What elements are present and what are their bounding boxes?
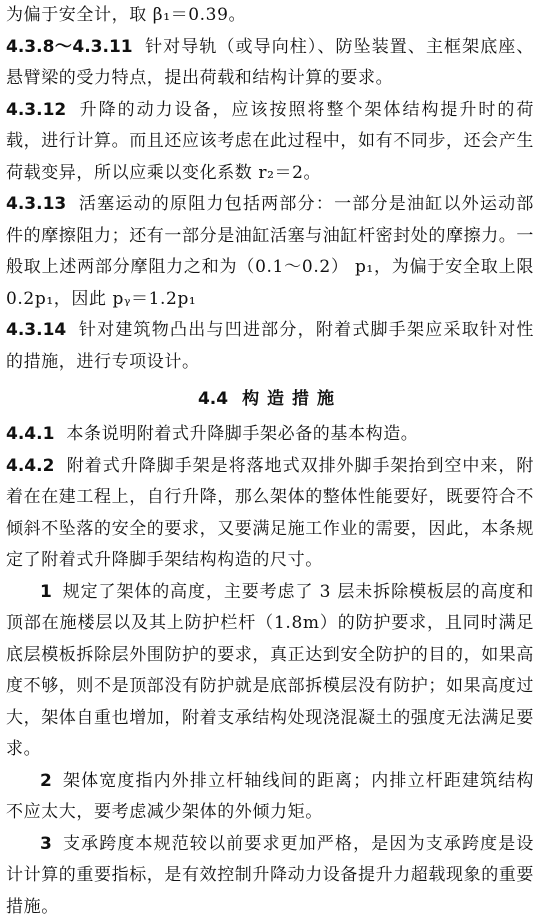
list-item-1 [6,577,534,766]
item-number: 3 [40,834,52,854]
paragraph-text: 为偏于安全计，取 β₁＝0.39。 [6,5,246,25]
clause-4-3-14 [6,315,534,378]
clause-4-3-12 [6,95,534,190]
section-title: 构造措施 [242,389,342,409]
list-item-3 [6,829,534,923]
clause-text: 附着式升降脚手架是将落地式双排外脚手架抬到空中来，附着在在建工程上，自行升降，那么架体的整体性能要好，既要符合不倾斜不坠落的安全的要求，又要满足施工作业的需要，因此，本条规定了附着式升降脚手架结构构造的尺寸。 [6,456,534,571]
clause-4-3-8-to-4-3-11 [6,32,534,95]
item-text: 规定了架体的高度，主要考虑了 3 层未拆除模板层的高度和顶部在施楼层以及其上防护栏杆（1.8m）的防护要求，且同时满足底层模板拆除层外围防护的要求，真正达到安全防护的目的，如果高度不够，则不是顶部没有防护就是底部拆模层没有防护；如果高度过大，架体自重也增加，附着支承结构处现浇混凝土的强度无法满足要求。 [6,582,534,760]
list-item-2 [6,766,534,829]
clause-text: 升降的动力设备，应该按照将整个架体结构提升时的荷载，进行计算。而且还应该考虑在此过程中，如有不同步，还会产生荷载变异，所以应乘以变化系数 r₂＝2。 [6,100,534,183]
clause-4-4-1 [6,419,534,451]
item-text: 架体宽度指内外排立杆轴线间的距离；内排立杆距建筑结构不应太大，要考虑减少架体的外倾力矩。 [6,771,534,823]
clause-text: 针对建筑物凸出与凹进部分，附着式脚手架应采取针对性的措施，进行专项设计。 [6,320,534,372]
clause-number: 4.3.12 [6,100,66,120]
clause-4-4-2 [6,451,534,577]
clause-number: 4.3.8～4.3.11 [6,37,133,57]
item-text: 支承跨度本规范较以前要求更加严格，是因为支承跨度是设计计算的重要指标，是有效控制升降动力设备提升力超载现象的重要措施。 [6,834,534,917]
clause-number: 4.3.14 [6,320,66,340]
clause-text: 活塞运动的原阻力包括两部分：一部分是油缸以外运动部件的摩擦阻力；还有一部分是油缸活塞与油缸杆密封处的摩擦力。一般取上述两部分摩阻力之和为（0.1～0.2） p₁，为偏于安全取上限 0.2p₁，因此 pᵧ＝1.2p₁ [6,194,534,309]
clause-4-3-13 [6,189,534,315]
item-number: 2 [40,771,52,791]
paragraph-intro [6,0,534,32]
clause-number: 4.4.1 [6,424,54,444]
section-heading [6,384,534,414]
clause-number: 4.3.13 [6,194,66,214]
clause-text: 针对导轨（或导向柱）、防坠装置、主框架底座、悬臂梁的受力特点，提出荷载和结构计算的要求。 [6,37,534,89]
section-number: 4.4 [198,389,228,409]
item-number: 1 [40,582,52,602]
clause-number: 4.4.2 [6,456,54,476]
clause-text: 本条说明附着式升降脚手架必备的基本构造。 [66,424,418,444]
